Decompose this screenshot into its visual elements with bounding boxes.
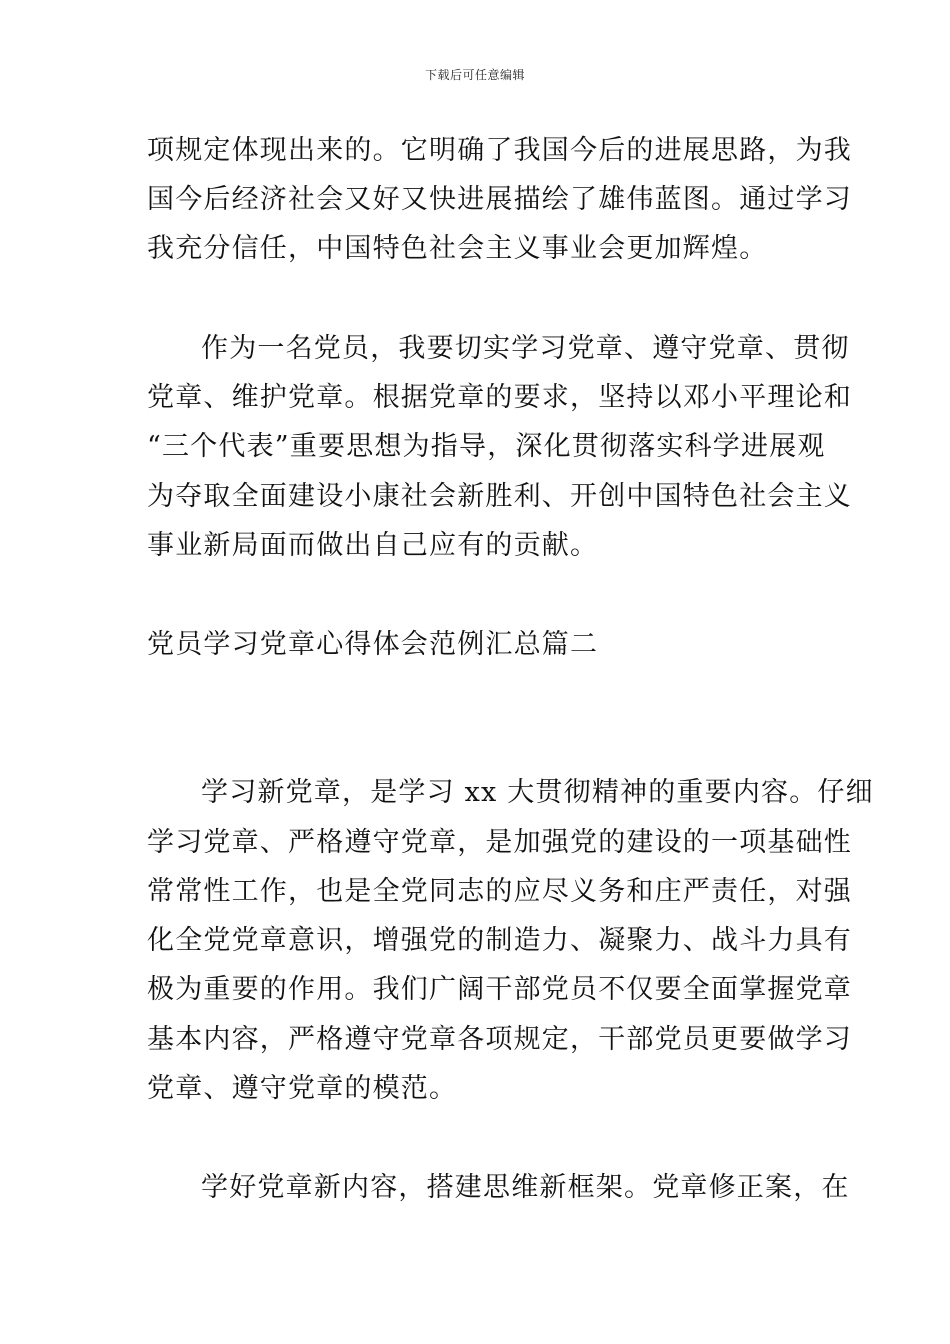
paragraph-3-line-6: 基本内容，严格遵守党章各项规定，干部党员更要做学习 <box>147 1024 852 1055</box>
paragraph-1-line-1: 项规定体现出来的。它明确了我国今后的进展思路，为我 <box>147 135 852 166</box>
section-heading: 党员学习党章心得体会范例汇总篇二 <box>147 629 599 660</box>
paragraph-2-line-4: 为夺取全面建设小康社会新胜利、开创中国特色社会主义 <box>147 481 852 512</box>
paragraph-2-line-1: 作为一名党员，我要切实学习党章、遵守党章、贯彻 <box>201 333 850 364</box>
paragraph-3-line-1: 学习新党章，是学习 xx 大贯彻精神的重要内容。仔细 <box>201 777 874 808</box>
paragraph-3-line-2: 学习党章、严格遵守党章，是加强党的建设的一项基础性 <box>147 827 852 858</box>
paragraph-4-line-1: 学好党章新内容，搭建思维新框架。党章修正案，在 <box>201 1172 850 1203</box>
paragraph-2-line-3: “三个代表”重要思想为指导，深化贯彻落实科学进展观 <box>147 431 826 462</box>
paragraph-1-line-3: 我充分信任，中国特色社会主义事业会更加辉煌。 <box>147 233 768 264</box>
paragraph-2-line-5: 事业新局面而做出自己应有的贡献。 <box>147 530 599 561</box>
paragraph-1-line-2: 国今后经济社会又好又快进展描绘了雄伟蓝图。通过学习 <box>147 184 852 215</box>
paragraph-2-line-2: 党章、维护党章。根据党章的要求，坚持以邓小平理论和 <box>147 382 852 413</box>
paragraph-3-line-7: 党章、遵守党章的模范。 <box>147 1073 458 1104</box>
paragraph-3-line-4: 化全党党章意识，增强党的制造力、凝聚力、战斗力具有 <box>147 925 852 956</box>
paragraph-3-line-3: 常常性工作，也是全党同志的应尽义务和庄严责任，对强 <box>147 876 852 907</box>
paragraph-3-line-5: 极为重要的作用。我们广阔干部党员不仅要全面掌握党章 <box>147 974 852 1005</box>
page-header: 下载后可任意编辑 <box>424 68 525 82</box>
